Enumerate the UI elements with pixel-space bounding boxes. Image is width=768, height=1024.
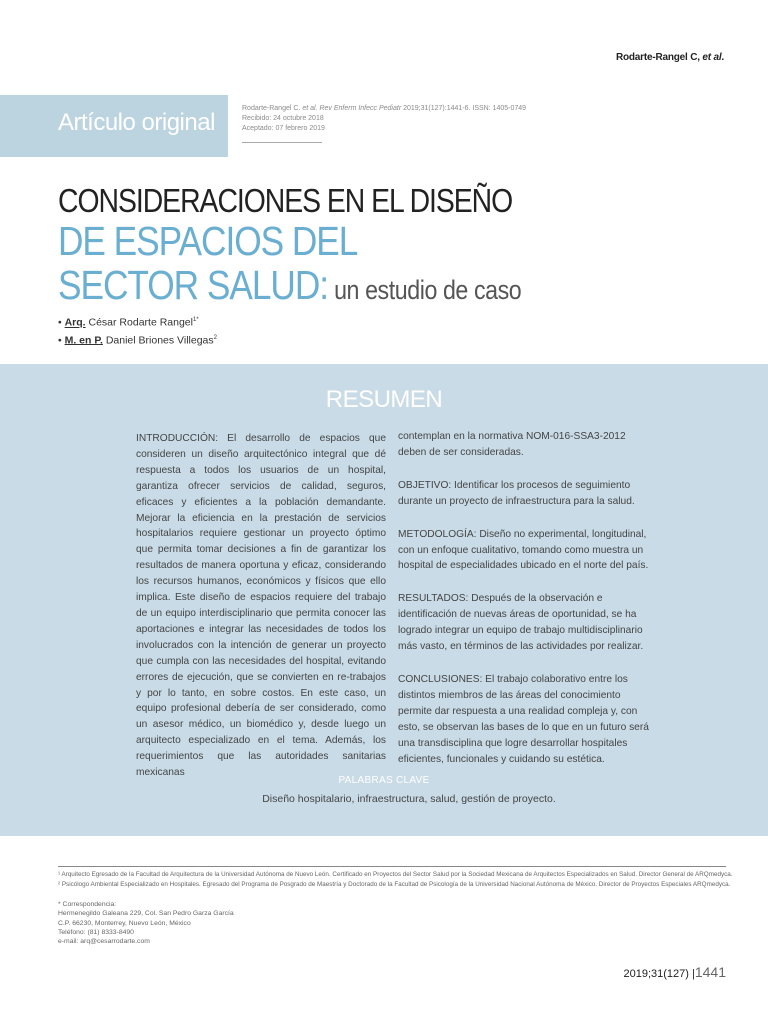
- correspondence-line: Hermenegildo Galeana 229, Col. San Pedro Garza García: [58, 910, 234, 918]
- author-item: • M. en P. Daniel Briones Villegas$^2$: [58, 334, 217, 346]
- title-line-3-main: SECTOR SALUD:: [58, 262, 329, 308]
- correspondence-line: Teléfono: (81) 8333-8490: [58, 928, 134, 936]
- page-footer: 2019;31(127) |1441: [623, 964, 726, 980]
- citation-authors: Rodarte-Rangel C.: [242, 105, 303, 112]
- author-affiliation: 1*: [192, 317, 199, 323]
- citation-block: [242, 104, 526, 134]
- title-line-2: DE ESPACIOS DEL: [58, 218, 358, 264]
- section-label-box: [0, 95, 228, 157]
- author-degree: Arq.: [64, 316, 86, 329]
- footnote-1: ¹ Arquitecto Egresado de la Facultad de Arquitectura de la Universidad Autónoma de Nuevo León. Certificado en Proyectos del Sector Salud por la Sociedad Mexicana de Arquitectos Especializados en Salud. Director General de ARQmedyca.: [58, 871, 733, 878]
- citation-divider: [242, 142, 322, 143]
- citation-line: [242, 104, 526, 114]
- abstract-left-column: INTRODUCCIÓN: El desarrollo de espacios que consideren un diseño arquitectónico integral que dé respuesta a todos los usuarios de un hospital, garantiza ofrecer servicios de calidad, seguros, eficaces y eficientes a la población demandante. Mejorar la eficiencia en la prestación de servicios hospitalarios requiere gestionar un proyecto óptimo que permita tomar decisiones a fin de garantizar los resultados de manera oportuna y eficaz, considerando los recursos humanos, económicos y físicos que ello implica. Este diseño de espacios requiere del trabajo de un equipo interdisciplinario que permita conocer las aportaciones e integrar las necesidades de todos los involucrados con la intención de generar un proyecto que cumpla con las necesidades del hospital, evitando errores de ejecución, que se convierten en re-trabajos y por lo tanto, en sobre costos. En este caso, un equipo profesional debería de ser considerado, como un asesor médico, un biomédico y, desde luego un arquitecto especializado en el tema. Además, los requerimientos que las autoridades sanitarias mexicanas: [136, 433, 386, 779]
- section-label: Artículo original: [58, 109, 215, 136]
- citation-journal: Rev Enferm Infecc Pediatr: [317, 105, 402, 112]
- abstract-paragraph: METODOLOGÍA: Diseño no experimental, longitudinal, con un enfoque cualitativo, tomando como muestra un hospital de especialidades ubicado en el norte del país.: [398, 528, 649, 572]
- abstract-paragraph: RESULTADOS: Después de la observación e identificación de nuevas áreas de oportunidad, se ha logrado integrar un equipo de trabajo multidisciplinario más vasto, en términos de las actividades por realizar.: [398, 593, 644, 653]
- running-head: [616, 52, 724, 63]
- issue-info: 2019;31(127): [623, 968, 689, 980]
- correspondence-email: e-mail: arq@cesarrodarte.com: [58, 938, 150, 946]
- keywords: Diseño hospitalario, infraestructura, salud, gestión de proyecto.: [262, 793, 556, 805]
- received-date: Recibido: 24 octubre 2018: [242, 115, 324, 122]
- running-head-authors: Rodarte-Rangel C,: [615, 52, 703, 63]
- title-line-1: CONSIDERACIONES EN EL DISEÑO: [58, 182, 513, 219]
- keywords-heading: PALABRAS CLAVE: [338, 775, 430, 786]
- subtitle: un estudio de caso: [328, 275, 522, 305]
- page-number: 1441: [694, 964, 726, 980]
- author-name: César Rodarte Rangel: [85, 316, 193, 329]
- abstract-right-column: [398, 429, 656, 784]
- author-list: [58, 313, 217, 348]
- footnote-2: ² Psicólogo Ambiental Especializado en Hospitales. Egresado del Programa de Posgrado de Maestría y Doctorado de la Facultad de Psicología de la Universidad Nacional Autónoma de México. Director de Proyectos Especiales ARQmedyca.: [58, 881, 731, 888]
- accepted-date: Aceptado: 07 febrero 2019: [242, 125, 325, 132]
- running-head-end: .: [721, 52, 724, 63]
- correspondence-block: [58, 900, 234, 946]
- citation-etal: et al.: [302, 105, 318, 112]
- author-degree: M. en P.: [64, 334, 103, 346]
- abstract-paragraph: contemplan en la normativa NOM-016-SSA3-2012 deben de ser consideradas.: [398, 431, 626, 458]
- running-head-etal: et al: [702, 52, 722, 63]
- correspondence-line: C.P. 66230, Monterrey, Nuevo León, México: [58, 919, 191, 927]
- abstract-paragraph: OBJETIVO: Identificar los procesos de seguimiento durante un proyecto de infraestructura para la salud.: [398, 479, 635, 507]
- abstract-heading: RESUMEN: [325, 386, 443, 413]
- author-item: • Arq. César Rodarte Rangel$^{1*}$: [58, 316, 199, 329]
- correspondence-line: * Correspondencia:: [58, 901, 117, 908]
- footnote-divider: [58, 866, 726, 867]
- citation-rest: 2019;31(127):1441-6. ISSN: 1405-0749: [401, 105, 527, 112]
- author-name: Daniel Briones Villegas: [102, 334, 214, 346]
- author-affiliation: 2: [213, 334, 217, 341]
- abstract-paragraph: CONCLUSIONES: El trabajo colaborativo entre los distintos miembros de las áreas del conocimiento permite dar respuesta a una realidad compleja y, con esto, se observan las bases de lo que en un futuro será una transdisciplina que logre desarrollar hospitales eficientes, funcionales y cuidando su estética.: [398, 673, 649, 765]
- title-line-3: [58, 262, 521, 309]
